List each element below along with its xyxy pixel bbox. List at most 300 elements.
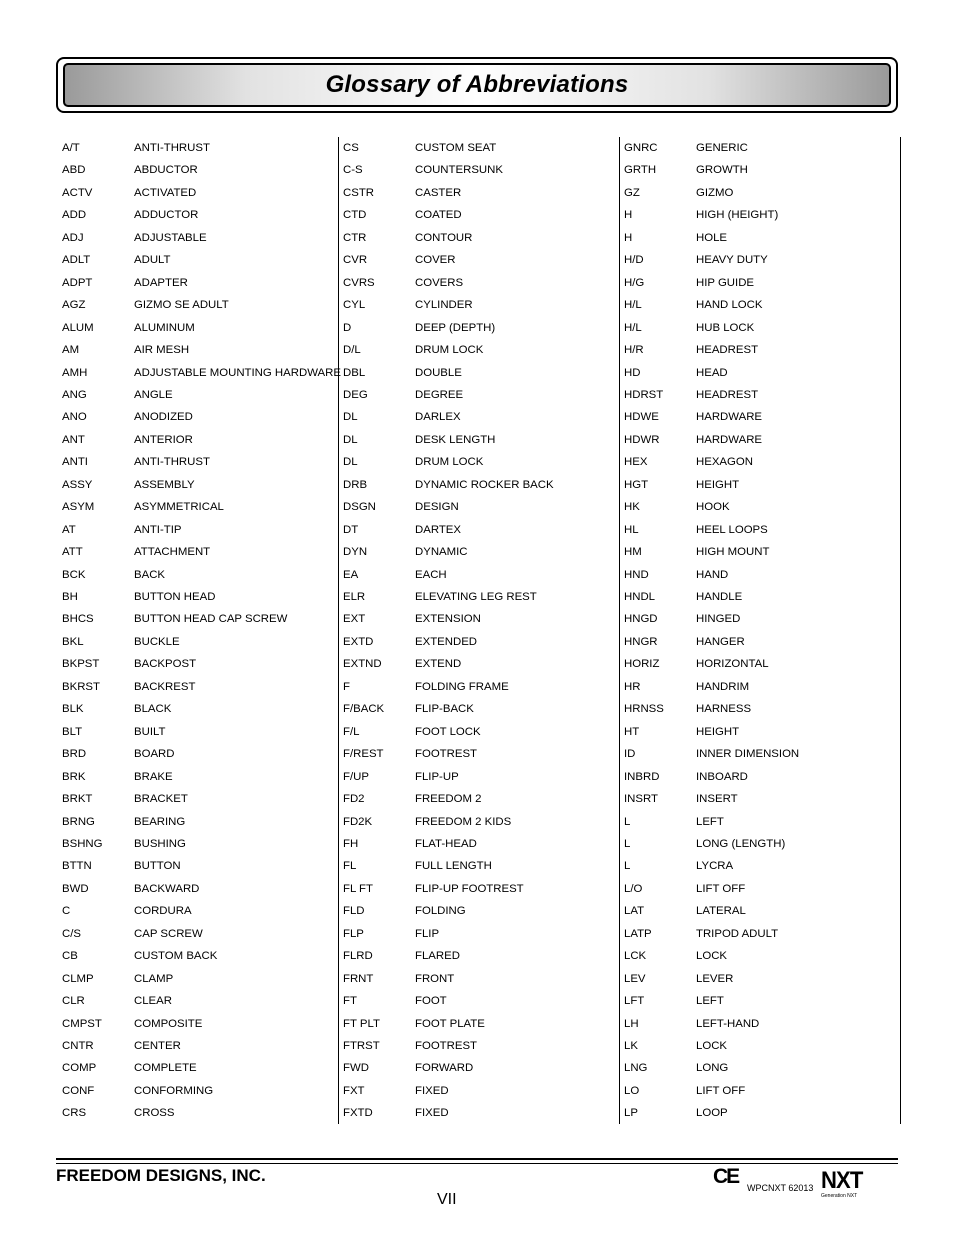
glossary-term: EACH xyxy=(415,568,447,581)
glossary-abbreviation: FRNT xyxy=(343,972,374,985)
glossary-row xyxy=(620,339,898,361)
glossary-abbreviation: HORIZ xyxy=(624,658,660,671)
glossary-row xyxy=(58,159,336,181)
glossary-row xyxy=(58,474,336,496)
glossary-abbreviation: DL xyxy=(343,433,358,446)
glossary-abbreviation: ANTI xyxy=(62,456,88,469)
glossary-row xyxy=(620,137,898,159)
glossary-row xyxy=(58,317,336,339)
glossary-term: ADJUSTABLE xyxy=(134,231,207,244)
glossary-row xyxy=(339,137,617,159)
glossary-abbreviation: ADLT xyxy=(62,254,91,267)
glossary-row xyxy=(620,900,898,922)
glossary-row xyxy=(339,1035,617,1057)
glossary-row xyxy=(58,1102,336,1124)
glossary-abbreviation: BTTN xyxy=(62,860,92,873)
glossary-term: FOOT PLATE xyxy=(415,1017,485,1030)
glossary-term: COMPLETE xyxy=(134,1062,197,1075)
glossary-row xyxy=(58,564,336,586)
glossary-row xyxy=(620,1057,898,1079)
glossary-term: LYCRA xyxy=(696,860,734,873)
glossary-abbreviation: BKPST xyxy=(62,658,100,671)
glossary-term: BUILT xyxy=(134,725,166,738)
glossary-table xyxy=(58,137,901,1124)
glossary-term: DRUM LOCK xyxy=(415,344,484,357)
glossary-row xyxy=(339,406,617,428)
glossary-abbreviation: BRKT xyxy=(62,793,93,806)
glossary-row xyxy=(620,294,898,316)
glossary-row xyxy=(58,1035,336,1057)
glossary-term: ANGLE xyxy=(134,388,173,401)
glossary-abbreviation: FT xyxy=(343,995,357,1008)
glossary-term: GENERIC xyxy=(696,142,748,154)
glossary-abbreviation: CYL xyxy=(343,299,366,312)
glossary-abbreviation: LO xyxy=(624,1084,640,1097)
glossary-term: HAND xyxy=(696,568,729,581)
glossary-abbreviation: FLD xyxy=(343,905,365,918)
glossary-row xyxy=(620,878,898,900)
glossary-term: BUCKLE xyxy=(134,635,180,648)
glossary-term: BUTTON xyxy=(134,860,181,873)
glossary-row xyxy=(58,429,336,451)
glossary-row xyxy=(620,406,898,428)
glossary-abbreviation: EXT xyxy=(343,613,366,626)
glossary-row xyxy=(339,249,617,271)
glossary-row xyxy=(339,182,617,204)
glossary-row xyxy=(339,608,617,630)
glossary-term: COVERS xyxy=(415,276,464,289)
glossary-row xyxy=(58,676,336,698)
glossary-term: ANTERIOR xyxy=(134,433,193,446)
glossary-row xyxy=(620,945,898,967)
glossary-abbreviation: CB xyxy=(62,950,78,963)
glossary-abbreviation: FLRD xyxy=(343,950,373,963)
glossary-abbreviation: L/O xyxy=(624,882,643,895)
glossary-term: HEADREST xyxy=(696,344,759,357)
glossary-abbreviation: LNG xyxy=(624,1062,648,1075)
glossary-abbreviation: HDWE xyxy=(624,411,659,424)
glossary-row xyxy=(620,317,898,339)
glossary-row xyxy=(339,743,617,765)
glossary-term: DRUM LOCK xyxy=(415,456,484,469)
glossary-row xyxy=(620,653,898,675)
glossary-abbreviation: AM xyxy=(62,344,80,357)
glossary-term: HARDWARE xyxy=(696,411,763,424)
glossary-row xyxy=(339,317,617,339)
glossary-term: LIFT OFF xyxy=(696,1084,746,1097)
glossary-row xyxy=(58,362,341,384)
glossary-term: BACKREST xyxy=(134,680,196,693)
glossary-abbreviation: FD2 xyxy=(343,793,365,806)
glossary-abbreviation: ATT xyxy=(62,546,83,559)
glossary-row xyxy=(620,923,898,945)
glossary-abbreviation: BRD xyxy=(62,748,87,761)
glossary-term: ANTI-THRUST xyxy=(134,456,210,469)
glossary-row xyxy=(339,698,617,720)
glossary-abbreviation: HEX xyxy=(624,456,648,469)
glossary-row xyxy=(339,833,617,855)
glossary-term: ASSEMBLY xyxy=(134,478,195,491)
glossary-abbreviation: H/L xyxy=(624,299,642,312)
glossary-term: BRACKET xyxy=(134,793,188,806)
glossary-term: ABDUCTOR xyxy=(134,164,198,177)
glossary-abbreviation: D/L xyxy=(343,344,361,357)
glossary-row xyxy=(620,182,898,204)
glossary-term: ALUMINUM xyxy=(134,321,195,334)
glossary-abbreviation: ADD xyxy=(62,209,87,222)
glossary-term: HANDRIM xyxy=(696,680,750,693)
glossary-row xyxy=(620,766,898,788)
title-banner xyxy=(56,57,898,113)
glossary-term: CLAMP xyxy=(134,972,174,985)
glossary-abbreviation: HD xyxy=(624,366,641,379)
glossary-term: ANTI-TIP xyxy=(134,523,182,536)
glossary-row xyxy=(620,833,898,855)
glossary-abbreviation: HK xyxy=(624,501,640,514)
glossary-abbreviation: HR xyxy=(624,680,641,693)
glossary-column-3 xyxy=(620,137,901,1124)
glossary-term: EXTENDED xyxy=(415,635,478,648)
glossary-term: ADDUCTOR xyxy=(134,209,199,222)
glossary-row xyxy=(58,945,336,967)
glossary-abbreviation: BLK xyxy=(62,703,84,716)
glossary-abbreviation: H xyxy=(624,209,633,222)
glossary-abbreviation: HT xyxy=(624,725,640,738)
glossary-row xyxy=(58,204,336,226)
glossary-abbreviation: ANG xyxy=(62,388,87,401)
glossary-row xyxy=(620,698,898,720)
glossary-row xyxy=(339,721,617,743)
glossary-row xyxy=(339,1080,617,1102)
glossary-row xyxy=(339,1102,617,1124)
glossary-term: CONTOUR xyxy=(415,231,473,244)
ce-mark-icon: CE xyxy=(713,1165,739,1188)
glossary-abbreviation: BKL xyxy=(62,635,84,648)
glossary-abbreviation: FL FT xyxy=(343,882,373,895)
glossary-row xyxy=(620,227,898,249)
document-code: WPCNXT 62013 xyxy=(747,1183,814,1193)
glossary-abbreviation: F/REST xyxy=(343,748,384,761)
glossary-term: LATERAL xyxy=(696,905,746,918)
glossary-abbreviation: L xyxy=(624,837,631,850)
glossary-row xyxy=(339,496,617,518)
glossary-abbreviation: FWD xyxy=(343,1062,369,1075)
glossary-term: DARLEX xyxy=(415,411,461,424)
glossary-abbreviation: FT PLT xyxy=(343,1017,380,1030)
glossary-row xyxy=(58,698,336,720)
glossary-term: HEXAGON xyxy=(696,456,753,469)
glossary-term: INBOARD xyxy=(696,770,748,783)
glossary-term: BUTTON HEAD CAP SCREW xyxy=(134,613,288,626)
glossary-term: BRAKE xyxy=(134,770,173,783)
glossary-term: AIR MESH xyxy=(134,344,190,357)
glossary-row xyxy=(58,990,336,1012)
glossary-term: CENTER xyxy=(134,1040,181,1052)
glossary-abbreviation: FH xyxy=(343,837,359,850)
glossary-abbreviation: BLT xyxy=(62,725,83,738)
glossary-row xyxy=(620,159,898,181)
glossary-row xyxy=(58,182,336,204)
glossary-abbreviation: ANT xyxy=(62,433,85,446)
title-banner-inner xyxy=(63,63,891,107)
glossary-abbreviation: H/G xyxy=(624,276,645,289)
glossary-abbreviation: D xyxy=(343,321,352,334)
glossary-abbreviation: BSHNG xyxy=(62,837,103,850)
company-name: FREEDOM DESIGNS, INC. xyxy=(56,1166,266,1185)
glossary-row xyxy=(339,923,617,945)
glossary-term: FOOT LOCK xyxy=(415,725,481,738)
glossary-row xyxy=(339,990,617,1012)
glossary-term: HEAD xyxy=(696,366,728,379)
glossary-term: FOOTREST xyxy=(415,1040,478,1052)
glossary-abbreviation: CS xyxy=(343,142,359,154)
glossary-abbreviation: FXT xyxy=(343,1084,365,1097)
glossary-row xyxy=(339,429,617,451)
glossary-abbreviation: ASSY xyxy=(62,478,93,491)
glossary-abbreviation: CVRS xyxy=(343,276,375,289)
glossary-abbreviation: DL xyxy=(343,411,358,424)
glossary-row xyxy=(58,721,336,743)
glossary-term: FRONT xyxy=(415,972,455,985)
footer-rule-thin xyxy=(56,1163,898,1164)
glossary-term: EXTENSION xyxy=(415,613,481,626)
glossary-term: BOARD xyxy=(134,748,175,761)
glossary-abbreviation: HNDL xyxy=(624,591,656,603)
glossary-row xyxy=(620,676,898,698)
glossary-term: CROSS xyxy=(134,1107,175,1120)
glossary-row xyxy=(620,384,898,406)
glossary-row xyxy=(58,653,336,675)
glossary-abbreviation: ELR xyxy=(343,591,366,603)
nxt-logo-word: NXT xyxy=(821,1167,863,1194)
glossary-term: HEIGHT xyxy=(696,478,740,491)
glossary-row xyxy=(58,249,336,271)
glossary-abbreviation: LK xyxy=(624,1040,638,1052)
glossary-abbreviation: LP xyxy=(624,1107,638,1120)
glossary-abbreviation: FXTD xyxy=(343,1107,373,1120)
glossary-row xyxy=(620,721,898,743)
glossary-row xyxy=(339,676,617,698)
glossary-row xyxy=(339,968,617,990)
glossary-term: ANODIZED xyxy=(134,411,193,424)
glossary-abbreviation: BHCS xyxy=(62,613,94,626)
glossary-abbreviation: EA xyxy=(343,568,359,581)
glossary-row xyxy=(58,811,336,833)
glossary-abbreviation: ACTV xyxy=(62,186,93,199)
glossary-row xyxy=(339,384,617,406)
glossary-row xyxy=(58,855,336,877)
glossary-row xyxy=(339,811,617,833)
glossary-row xyxy=(339,204,617,226)
glossary-term: FLIP xyxy=(415,927,440,940)
glossary-term: CUSTOM SEAT xyxy=(415,142,497,154)
glossary-row xyxy=(620,496,898,518)
glossary-term: LONG (LENGTH) xyxy=(696,837,786,850)
glossary-term: HORIZONTAL xyxy=(696,658,769,671)
glossary-term: FLIP-UP FOOTREST xyxy=(415,882,524,895)
glossary-term: HEADREST xyxy=(696,388,759,401)
glossary-row xyxy=(620,1102,898,1124)
glossary-term: HANDLE xyxy=(696,591,743,603)
glossary-term: FOLDING FRAME xyxy=(415,680,509,693)
glossary-abbreviation: LCK xyxy=(624,950,647,963)
glossary-abbreviation: CONF xyxy=(62,1084,95,1097)
glossary-row xyxy=(58,743,336,765)
glossary-term: LIFT OFF xyxy=(696,882,746,895)
glossary-term: TRIPOD ADULT xyxy=(696,927,779,940)
glossary-term: HIGH (HEIGHT) xyxy=(696,209,779,222)
glossary-term: FLIP-BACK xyxy=(415,703,474,716)
glossary-row xyxy=(339,474,617,496)
nxt-logo-tagline: Generation NXT xyxy=(821,1193,858,1199)
glossary-row xyxy=(58,1080,336,1102)
glossary-row xyxy=(339,586,617,608)
glossary-row xyxy=(620,362,898,384)
glossary-term: LOOP xyxy=(696,1107,728,1120)
glossary-term: INNER DIMENSION xyxy=(696,748,800,761)
glossary-row xyxy=(620,811,898,833)
glossary-row xyxy=(620,1035,898,1057)
glossary-term: ASYMMETRICAL xyxy=(134,501,224,514)
glossary-abbreviation: HNGR xyxy=(624,635,658,648)
glossary-row xyxy=(620,272,898,294)
glossary-term: BEARING xyxy=(134,815,186,828)
glossary-abbreviation: FD2K xyxy=(343,815,373,828)
glossary-abbreviation: C/S xyxy=(62,927,81,940)
glossary-row xyxy=(58,878,336,900)
glossary-row xyxy=(339,855,617,877)
glossary-abbreviation: HM xyxy=(624,546,642,559)
glossary-term: FREEDOM 2 KIDS xyxy=(415,815,512,828)
glossary-row xyxy=(58,227,336,249)
glossary-row xyxy=(339,631,617,653)
glossary-row xyxy=(58,451,336,473)
glossary-row xyxy=(620,608,898,630)
glossary-abbreviation: DYN xyxy=(343,546,368,559)
glossary-abbreviation: BWD xyxy=(62,882,89,895)
glossary-abbreviation: CTD xyxy=(343,209,367,222)
glossary-term: COATED xyxy=(415,209,462,222)
glossary-abbreviation: H/L xyxy=(624,321,642,334)
glossary-abbreviation: HRNSS xyxy=(624,703,664,716)
glossary-abbreviation: CSTR xyxy=(343,186,375,199)
glossary-abbreviation: DSGN xyxy=(343,501,376,514)
glossary-term: BLACK xyxy=(134,703,172,716)
page-title: Glossary of Abbreviations xyxy=(325,71,629,98)
glossary-term: CASTER xyxy=(415,186,462,199)
glossary-row xyxy=(339,451,617,473)
glossary-term: FOLDING xyxy=(415,905,466,918)
glossary-term: BUSHING xyxy=(134,837,186,850)
glossary-row xyxy=(620,519,898,541)
glossary-term: FLAT-HEAD xyxy=(415,837,477,850)
glossary-term: CAP SCREW xyxy=(134,927,203,940)
glossary-row xyxy=(620,429,898,451)
glossary-abbreviation: F/BACK xyxy=(343,703,385,716)
glossary-term: ATTACHMENT xyxy=(134,546,211,559)
glossary-abbreviation: ADJ xyxy=(62,231,84,244)
glossary-row xyxy=(339,541,617,563)
glossary-row xyxy=(620,968,898,990)
glossary-abbreviation: ANO xyxy=(62,411,87,424)
glossary-abbreviation: DRB xyxy=(343,478,368,491)
glossary-row xyxy=(339,788,617,810)
glossary-row xyxy=(620,249,898,271)
glossary-row xyxy=(58,586,336,608)
glossary-abbreviation: INBRD xyxy=(624,770,660,783)
glossary-row xyxy=(620,564,898,586)
glossary-term: HANGER xyxy=(696,635,745,648)
glossary-abbreviation: HDWR xyxy=(624,433,660,446)
glossary-term: CORDURA xyxy=(134,905,192,918)
glossary-abbreviation: BRK xyxy=(62,770,86,783)
glossary-row xyxy=(339,227,617,249)
glossary-row xyxy=(339,878,617,900)
glossary-abbreviation: HL xyxy=(624,523,639,536)
glossary-term: FOOTREST xyxy=(415,748,478,761)
glossary-abbreviation: CLMP xyxy=(62,972,94,985)
glossary-row xyxy=(620,631,898,653)
glossary-term: FULL LENGTH xyxy=(415,860,492,873)
glossary-term: INSERT xyxy=(696,793,738,806)
glossary-abbreviation: FLP xyxy=(343,927,364,940)
glossary-row xyxy=(58,1057,336,1079)
glossary-term: COMPOSITE xyxy=(134,1017,203,1030)
glossary-term: CYLINDER xyxy=(415,299,473,312)
glossary-abbreviation: CLR xyxy=(62,995,85,1008)
glossary-term: ELEVATING LEG REST xyxy=(415,591,537,603)
glossary-term: ANTI-THRUST xyxy=(134,142,210,154)
glossary-row xyxy=(339,1013,617,1035)
glossary-row xyxy=(58,900,336,922)
glossary-abbreviation: GNRC xyxy=(624,142,658,154)
glossary-term: COVER xyxy=(415,254,456,267)
glossary-row xyxy=(620,451,898,473)
glossary-term: FIXED xyxy=(415,1107,449,1120)
glossary-row xyxy=(58,968,336,990)
glossary-row xyxy=(58,766,336,788)
glossary-row xyxy=(58,1013,336,1035)
glossary-abbreviation: CRS xyxy=(62,1107,87,1120)
glossary-row xyxy=(339,362,617,384)
glossary-term: EXTEND xyxy=(415,658,462,671)
glossary-row xyxy=(620,474,898,496)
glossary-row xyxy=(58,631,336,653)
glossary-abbreviation: ID xyxy=(624,748,636,761)
glossary-row xyxy=(620,788,898,810)
glossary-abbreviation: BCK xyxy=(62,568,86,581)
glossary-term: HIGH MOUNT xyxy=(696,546,770,559)
glossary-abbreviation: ASYM xyxy=(62,501,95,514)
glossary-abbreviation: CTR xyxy=(343,231,367,244)
glossary-abbreviation: FL xyxy=(343,860,357,873)
glossary-row xyxy=(58,608,336,630)
glossary-term: HEIGHT xyxy=(696,725,740,738)
glossary-row xyxy=(620,541,898,563)
glossary-term: DARTEX xyxy=(415,523,461,536)
glossary-row xyxy=(339,272,617,294)
glossary-term: LEFT-HAND xyxy=(696,1017,760,1030)
glossary-term: LEFT xyxy=(696,995,724,1008)
glossary-term: HIP GUIDE xyxy=(696,276,755,289)
glossary-abbreviation: H xyxy=(624,231,633,244)
glossary-term: DEGREE xyxy=(415,388,464,401)
glossary-row xyxy=(58,339,336,361)
page-number: VII xyxy=(437,1191,457,1208)
glossary-row xyxy=(58,541,336,563)
glossary-term: CONFORMING xyxy=(134,1084,214,1097)
glossary-abbreviation: LH xyxy=(624,1017,639,1030)
